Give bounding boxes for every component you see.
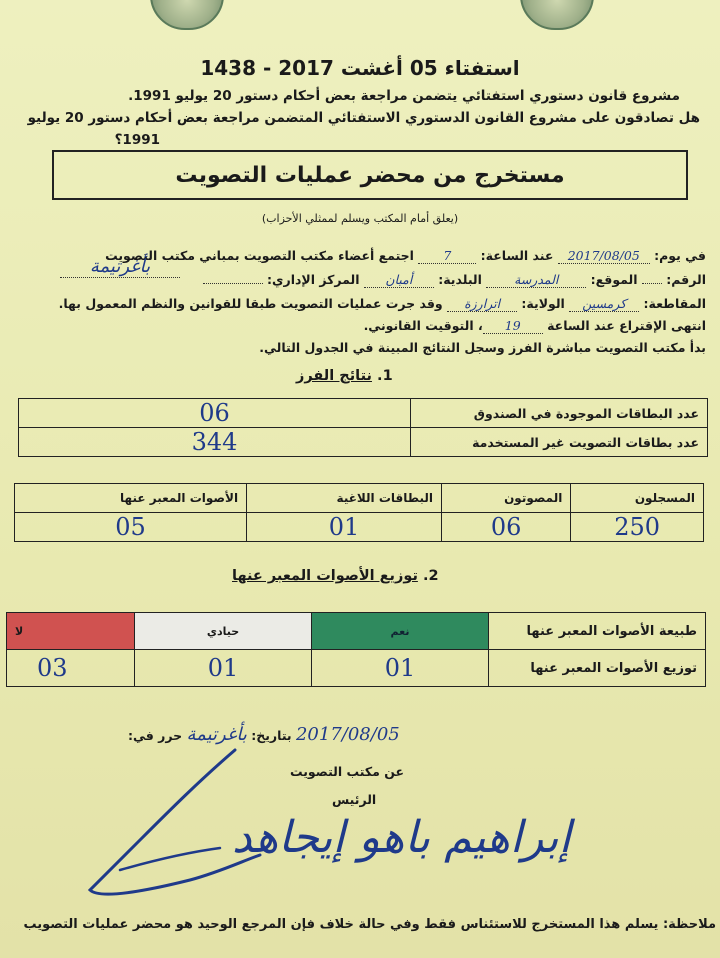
value-void-ballots: 01: [247, 513, 442, 542]
value-neutral: 01: [135, 650, 312, 687]
option-neutral: حيادي: [135, 613, 312, 650]
district-label: المقاطعة:: [639, 296, 706, 311]
header-registered: المسجلون: [571, 484, 704, 513]
table-row: [19, 399, 708, 428]
section-2-title: توزيع الأصوات المعبر عنها: [232, 568, 418, 584]
vote-distribution-table: [6, 612, 706, 687]
office-name-value: بأغرتيمة: [60, 256, 180, 278]
number-dots: [642, 283, 662, 284]
day-value: 2017/08/05: [558, 248, 650, 264]
wilaya-label: الولاية:: [517, 296, 565, 311]
header-expressed-votes: الأصوات المعبر عنها: [15, 484, 247, 513]
form-line-number: [203, 272, 706, 288]
district-value: كرمسين: [569, 296, 639, 312]
form-line-count: بدأ مكتب التصويت مباشرة الفرز وسجل النتائج المبينة في الجدول التالي.: [259, 340, 706, 355]
written-at-label: حرر في:: [128, 728, 183, 743]
posting-note: (يعلق أمام المكتب ويسلم لممثلي الأحزاب): [261, 212, 459, 225]
written-at-value: بأغرتيمة: [186, 724, 247, 745]
option-yes: نعم: [312, 613, 489, 650]
day-label: في يوم:: [649, 248, 706, 263]
table-cell-value: 06: [19, 399, 411, 428]
ballot-count-table: [18, 398, 708, 457]
form-line-district: [59, 296, 706, 312]
form-line-end: [364, 318, 706, 334]
table-row: [15, 513, 704, 542]
referendum-question: هل تصادقون على مشروع القانون الدستوري الاستفتائي المتضمن مراجعة بعض أحكام دستور 20 يوليو: [27, 110, 700, 126]
hour-value: 7: [418, 248, 476, 264]
president-label: الرئيس: [332, 792, 377, 807]
office-name-line: [60, 256, 180, 278]
value-no: 03: [7, 650, 135, 687]
section-1-title: نتائج الفرز: [296, 368, 372, 384]
header-voters: المصوتون: [441, 484, 570, 513]
admin-center-label: المركز الإداري:: [262, 272, 360, 287]
voter-summary-table: [14, 483, 704, 542]
table-cell-label: عدد البطاقات الموجودة في الصندوق: [411, 399, 708, 428]
wilaya-value: اترارزة: [447, 296, 517, 312]
referendum-question-year: 1991؟: [114, 132, 160, 148]
municipality-value: أمبان: [364, 272, 434, 288]
signed-date-value: 2017/08/05: [295, 724, 400, 745]
municipality-label: البلدية:: [433, 272, 482, 287]
president-name-handwritten: إبراهيم باهو إيجاهد: [232, 812, 571, 863]
section-1-number: 1.: [377, 368, 393, 384]
end-value: 19: [483, 318, 543, 334]
table-cell-label: عدد بطاقات التصويت غير المستخدمة: [411, 428, 708, 457]
footer-note: ملاحظة: يسلم هذا المستخرج للاستئناس فقط وفي حالة خلاف فإن المرجع الوحيد هو محضر عمليات التصويب: [23, 917, 716, 932]
number-label: الرقم:: [661, 272, 706, 287]
section-1-heading: [296, 368, 393, 384]
value-voters: 06: [441, 513, 570, 542]
emblem-logo-right: [520, 0, 594, 30]
header-void-ballots: البطاقات اللاغية: [247, 484, 442, 513]
from-office-label: عن مكتب التصويت: [290, 764, 404, 779]
table-row: [19, 428, 708, 457]
value-yes: 01: [312, 650, 489, 687]
emblem-logo-left: [150, 0, 224, 30]
bill-description: مشروع قانون دستوري استفتائي يتضمن مراجعة بعض أحكام دستور 20 يوليو 1991.: [128, 88, 680, 104]
form-line-day: [105, 248, 706, 264]
row-label-vote-type: طبيعة الأصوات المعبر عنها: [489, 613, 706, 650]
date-label: بتاريخ:: [246, 728, 292, 743]
hour-label: عند الساعة:: [476, 248, 554, 263]
table-row: [7, 650, 706, 687]
end-rest: ، التوقيت القانوني.: [363, 318, 483, 333]
extract-title-box: [52, 150, 688, 200]
day-rest: اجتمع أعضاء مكتب التصويت بمباني مكتب التصويت: [105, 248, 414, 263]
district-rest: وقد جرت عمليات التصويت طبقا للقوانين والنظم المعمول بها.: [58, 296, 443, 311]
value-registered: 250: [571, 513, 704, 542]
table-row: [7, 613, 706, 650]
row-label-vote-distribution: توزيع الأصوات المعبر عنها: [489, 650, 706, 687]
extract-title: مستخرج من محضر عمليات التصويت: [175, 162, 565, 188]
end-label: انتهى الإقتراع عند الساعة: [542, 318, 706, 333]
table-header-row: [15, 484, 704, 513]
section-2-number: 2.: [422, 568, 439, 584]
site-label: الموقع:: [586, 272, 638, 287]
value-expressed-votes: 05: [15, 513, 247, 542]
section-2-heading: [232, 568, 439, 584]
option-no: لا: [7, 613, 135, 650]
site-value: المدرسة: [486, 272, 586, 288]
admin-center-dots: [203, 283, 263, 284]
referendum-title: استفتاء 05 أغشت 2017 - 1438: [200, 56, 520, 80]
table-cell-value: 344: [19, 428, 411, 457]
